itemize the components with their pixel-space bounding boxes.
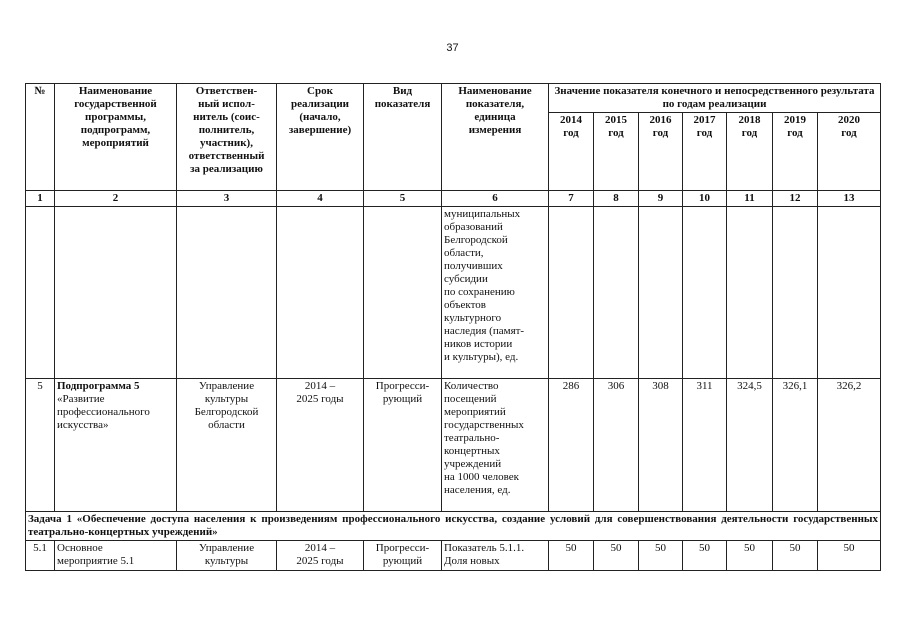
column-number: 7 bbox=[549, 191, 594, 207]
value-2014: 50 bbox=[549, 541, 594, 571]
column-number: 3 bbox=[177, 191, 277, 207]
header-indicator: Наименование показателя, единица измерения bbox=[442, 84, 549, 191]
header-responsible: Ответствен- ный испол- нитель (соис- полнитель, участник), ответственный за реализацию bbox=[177, 84, 277, 191]
value-2018: 50 bbox=[727, 541, 773, 571]
value-2020: 50 bbox=[818, 541, 881, 571]
header-year-2014: 2014 год bbox=[549, 113, 594, 191]
column-number: 13 bbox=[818, 191, 881, 207]
header-year-2020: 2020 год bbox=[818, 113, 881, 191]
header-type: Вид показателя bbox=[364, 84, 442, 191]
period-cell: 2014 – 2025 годы bbox=[277, 541, 364, 571]
table-row-continuation bbox=[26, 207, 881, 379]
task-text: Задача 1 «Обеспечение доступа населения к произведениям профессионального искусства, создание условий для совершенствования деятельности государственных театрально-концертных учреждений» bbox=[26, 512, 881, 541]
header-values-group: Значение показателя конечного и непосредственного результата по годам реализации bbox=[549, 84, 881, 113]
table-row-subprogram-5 bbox=[26, 379, 881, 512]
value-2016: 308 bbox=[639, 379, 683, 512]
subprogram-name: «Развитие профессионального искусства» bbox=[57, 393, 150, 431]
row-number: 5.1 bbox=[26, 541, 55, 571]
column-number: 12 bbox=[773, 191, 818, 207]
table-row-task-1 bbox=[26, 512, 881, 541]
column-number: 6 bbox=[442, 191, 549, 207]
type-cell: Прогресси- рующий bbox=[364, 541, 442, 571]
header-no: № bbox=[26, 84, 55, 191]
row-number: 5 bbox=[26, 379, 55, 512]
value-2018: 324,5 bbox=[727, 379, 773, 512]
type-cell: Прогресси- рующий bbox=[364, 379, 442, 512]
value-2017: 311 bbox=[683, 379, 727, 512]
column-number: 4 bbox=[277, 191, 364, 207]
responsible-cell: Управление культуры bbox=[177, 541, 277, 571]
indicator-cell: Количество посещений мероприятий государственных театрально- концертных учреждений на 1000 человек населения, ед. bbox=[442, 379, 549, 512]
value-2014: 286 bbox=[549, 379, 594, 512]
event-name-cell: Основное мероприятие 5.1 bbox=[55, 541, 177, 571]
column-number: 9 bbox=[639, 191, 683, 207]
column-number: 10 bbox=[683, 191, 727, 207]
responsible-cell: Управление культуры Белгородской области bbox=[177, 379, 277, 512]
header-year-2019: 2019 год bbox=[773, 113, 818, 191]
period-cell: 2014 – 2025 годы bbox=[277, 379, 364, 512]
header-period: Срок реализации (начало, завершение) bbox=[277, 84, 364, 191]
header-year-2017: 2017 год bbox=[683, 113, 727, 191]
indicators-table bbox=[25, 83, 881, 571]
value-2020: 326,2 bbox=[818, 379, 881, 512]
page-number: 37 bbox=[446, 42, 459, 54]
header-year-2015: 2015 год bbox=[594, 113, 639, 191]
column-number: 2 bbox=[55, 191, 177, 207]
indicator-cell: муниципальных образований Белгородской области, получивших субсидии по сохранению объектов культурного наследия (памят- ников истории и культуры), ед. bbox=[442, 207, 549, 379]
column-numbers-row bbox=[26, 191, 881, 207]
table-row-event-5-1 bbox=[26, 541, 881, 571]
value-2015: 50 bbox=[594, 541, 639, 571]
header-year-2016: 2016 год bbox=[639, 113, 683, 191]
column-number: 5 bbox=[364, 191, 442, 207]
column-number: 8 bbox=[594, 191, 639, 207]
subprogram-title: Подпрограмма 5 bbox=[57, 380, 140, 392]
column-number: 11 bbox=[727, 191, 773, 207]
indicator-cell: Показатель 5.1.1. Доля новых bbox=[442, 541, 549, 571]
program-name-cell bbox=[55, 379, 177, 512]
header-year-2018: 2018 год bbox=[727, 113, 773, 191]
header-name: Наименование государственной программы, подпрограмм, мероприятий bbox=[55, 84, 177, 191]
value-2016: 50 bbox=[639, 541, 683, 571]
value-2017: 50 bbox=[683, 541, 727, 571]
value-2015: 306 bbox=[594, 379, 639, 512]
value-2019: 326,1 bbox=[773, 379, 818, 512]
column-number: 1 bbox=[26, 191, 55, 207]
value-2019: 50 bbox=[773, 541, 818, 571]
